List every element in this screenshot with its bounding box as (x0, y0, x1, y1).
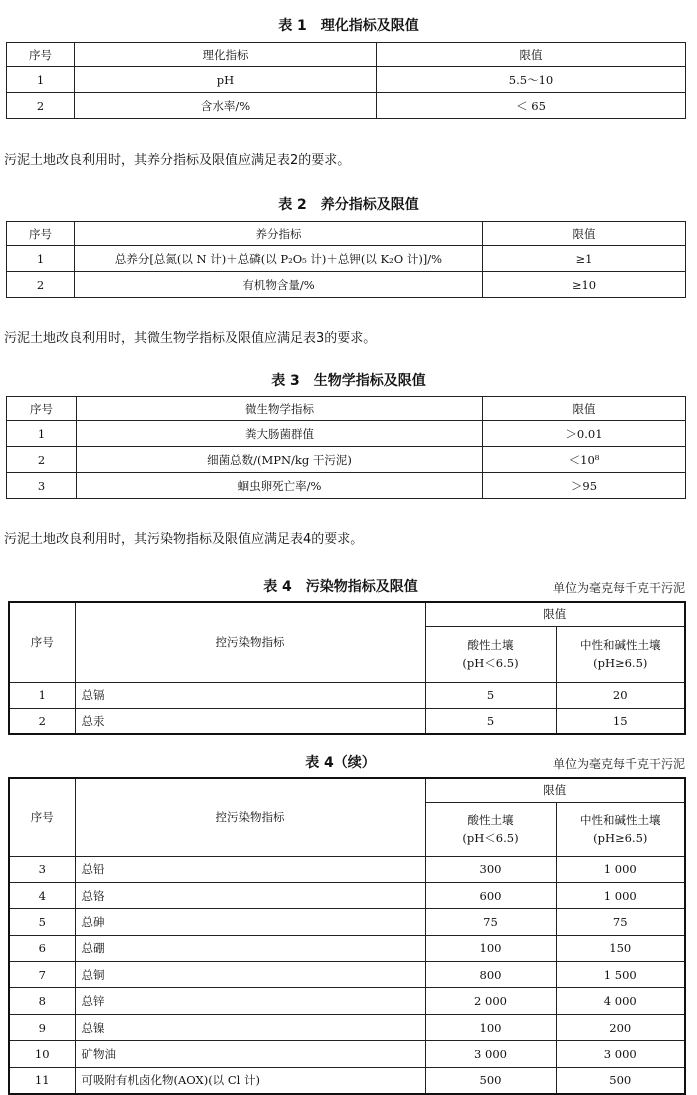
table4-cell: 2 (9, 708, 75, 734)
table-row (9, 1067, 685, 1093)
table1-header-row (7, 43, 686, 67)
table2-cell: ≥1 (483, 246, 686, 272)
paragraph-table4-intro: 污泥土地改良利用时，其污染物指标及限值应满足表4的要求。 (4, 532, 364, 547)
table-row (9, 988, 685, 1014)
table4c-cell: 总铜 (75, 962, 425, 988)
table3-header-no: 序号 (7, 397, 77, 421)
table3 (6, 396, 686, 499)
table4-cell: 15 (556, 708, 685, 734)
table3-header-row (7, 397, 686, 421)
table4-header-acid-ph: (pH＜6.5) (462, 656, 519, 670)
table1-header-limit: 限值 (377, 43, 686, 67)
table4c-cell: 300 (425, 856, 556, 882)
table4-continued (8, 777, 686, 1095)
table4-header-neutral-ph: (pH≥6.5) (593, 656, 648, 670)
table-row (7, 473, 686, 499)
table4c-cell: 总砷 (75, 909, 425, 935)
table4c-header-acid (425, 802, 556, 856)
table3-cell: 1 (7, 421, 77, 447)
table4c-cell: 可吸附有机卤化物(AOX)(以 Cl 计) (75, 1067, 425, 1093)
table4c-cell: 600 (425, 882, 556, 908)
paragraph-table2-intro: 污泥土地改良利用时，其养分指标及限值应满足表2的要求。 (4, 153, 351, 168)
table4c-header-neutral-ph: (pH≥6.5) (593, 831, 648, 845)
table4c-cell: 总锌 (75, 988, 425, 1014)
table1-cell: pH (75, 67, 377, 93)
table4c-cell: 总铅 (75, 856, 425, 882)
paragraph-table3-intro: 污泥土地改良利用时，其微生物学指标及限值应满足表3的要求。 (4, 331, 377, 346)
table-row (9, 909, 685, 935)
table-row (9, 682, 685, 708)
table4-unit: 单位为毫克每千克干污泥 (552, 581, 685, 595)
table3-cell: 细菌总数/(MPN/kg 干污泥) (77, 447, 483, 473)
table3-cell: 粪大肠菌群值 (77, 421, 483, 447)
table4c-body (9, 856, 685, 1094)
table4-title: 表 4 污染物指标及限值 (263, 579, 418, 595)
table1-cell: 1 (7, 67, 75, 93)
table4c-cell: 100 (425, 935, 556, 961)
table-row (9, 1041, 685, 1067)
table4-cell: 1 (9, 682, 75, 708)
table-row (7, 272, 686, 298)
table4c-header-limit: 限值 (425, 778, 685, 802)
table4c-unit: 单位为毫克每千克干污泥 (552, 757, 685, 771)
table4c-cell: 3 (9, 856, 75, 882)
table4-cell: 5 (425, 682, 556, 708)
table3-cell: 蛔虫卵死亡率/% (77, 473, 483, 499)
table3-header-indicator: 微生物学指标 (77, 397, 483, 421)
table4-cell: 20 (556, 682, 685, 708)
table4c-cell: 5 (9, 909, 75, 935)
table2-title: 表 2 养分指标及限值 (278, 197, 419, 213)
table4c-header-no: 序号 (9, 778, 75, 856)
table4c-cell: 3 000 (425, 1041, 556, 1067)
table1-title: 表 1 理化指标及限值 (278, 18, 419, 34)
table4-cell: 总汞 (75, 708, 425, 734)
table4c-header-neutral-name: 中性和碱性土壤 (580, 813, 661, 827)
table4c-cell: 1 000 (556, 882, 685, 908)
table4c-cell: 75 (556, 909, 685, 935)
table2-cell: 2 (7, 272, 75, 298)
table-row (7, 421, 686, 447)
table3-title: 表 3 生物学指标及限值 (271, 373, 426, 389)
table4c-cell: 500 (425, 1067, 556, 1093)
table4c-cell: 2 000 (425, 988, 556, 1014)
table4c-cell: 10 (9, 1041, 75, 1067)
table3-cell: ＞0.01 (483, 421, 686, 447)
table2-cell: 有机物含量/% (75, 272, 483, 298)
table-row (9, 708, 685, 734)
table-row (9, 935, 685, 961)
table-row (7, 447, 686, 473)
table-row (7, 67, 686, 93)
table4c-cell: 11 (9, 1067, 75, 1093)
table4-header-limit: 限值 (425, 602, 685, 626)
table4c-header-neutral (556, 802, 685, 856)
table4-header-neutral-name: 中性和碱性土壤 (580, 638, 661, 652)
table2-cell: 总养分[总氮(以 N 计)＋总磷(以 P₂O₅ 计)＋总钾(以 K₂O 计)]/% (75, 246, 483, 272)
table1-cell: 2 (7, 93, 75, 119)
table4c-cell: 总铬 (75, 882, 425, 908)
table4-header-neutral (556, 626, 685, 682)
table4c-cell: 4 (9, 882, 75, 908)
table4c-cell: 4 000 (556, 988, 685, 1014)
table4c-cell: 7 (9, 962, 75, 988)
table1-cell: 含水率/% (75, 93, 377, 119)
table2-header-no: 序号 (7, 222, 75, 246)
table4-header-no: 序号 (9, 602, 75, 682)
table4c-cell: 总镍 (75, 1014, 425, 1040)
table4c-cell: 200 (556, 1014, 685, 1040)
table4c-header-indicator: 控污染物指标 (75, 778, 425, 856)
table3-cell: 2 (7, 447, 77, 473)
table1-cell: ＜ 65 (377, 93, 686, 119)
table1-cell: 5.5～10 (377, 67, 686, 93)
table2 (6, 221, 686, 298)
table4-cell: 总镉 (75, 682, 425, 708)
table3-cell: ＜10⁸ (483, 447, 686, 473)
table1-header-indicator: 理化指标 (75, 43, 377, 67)
table4-header-acid-name: 酸性土壤 (467, 638, 514, 652)
table4-header-indicator: 控污染物指标 (75, 602, 425, 682)
table-row (9, 962, 685, 988)
table2-cell: 1 (7, 246, 75, 272)
table4c-cell: 总硼 (75, 935, 425, 961)
table2-header-indicator: 养分指标 (75, 222, 483, 246)
table1 (6, 42, 686, 119)
table4c-cell: 1 000 (556, 856, 685, 882)
table4c-cell: 3 000 (556, 1041, 685, 1067)
table4c-cell: 500 (556, 1067, 685, 1093)
table4c-title: 表 4（续） (305, 755, 376, 771)
table4c-cell: 75 (425, 909, 556, 935)
table4c-header-acid-ph: (pH＜6.5) (462, 831, 519, 845)
table4c-cell: 9 (9, 1014, 75, 1040)
table-row (9, 882, 685, 908)
table4c-cell: 矿物油 (75, 1041, 425, 1067)
table2-cell: ≥10 (483, 272, 686, 298)
table3-cell: 3 (7, 473, 77, 499)
table4c-cell: 100 (425, 1014, 556, 1040)
table-row (7, 246, 686, 272)
table1-header-no: 序号 (7, 43, 75, 67)
table2-header-limit: 限值 (483, 222, 686, 246)
table4-header-acid (425, 626, 556, 682)
table4c-cell: 150 (556, 935, 685, 961)
table3-header-limit: 限值 (483, 397, 686, 421)
table4c-cell: 6 (9, 935, 75, 961)
table4-header-row (9, 602, 685, 626)
table4c-cell: 8 (9, 988, 75, 1014)
table4c-header-row (9, 778, 685, 802)
table-row (9, 856, 685, 882)
table4c-cell: 800 (425, 962, 556, 988)
table4c-header-acid-name: 酸性土壤 (467, 813, 514, 827)
table4-cell: 5 (425, 708, 556, 734)
table2-header-row (7, 222, 686, 246)
table4 (8, 601, 686, 735)
table3-cell: ＞95 (483, 473, 686, 499)
table-row (9, 1014, 685, 1040)
table-row (7, 93, 686, 119)
table4c-cell: 1 500 (556, 962, 685, 988)
